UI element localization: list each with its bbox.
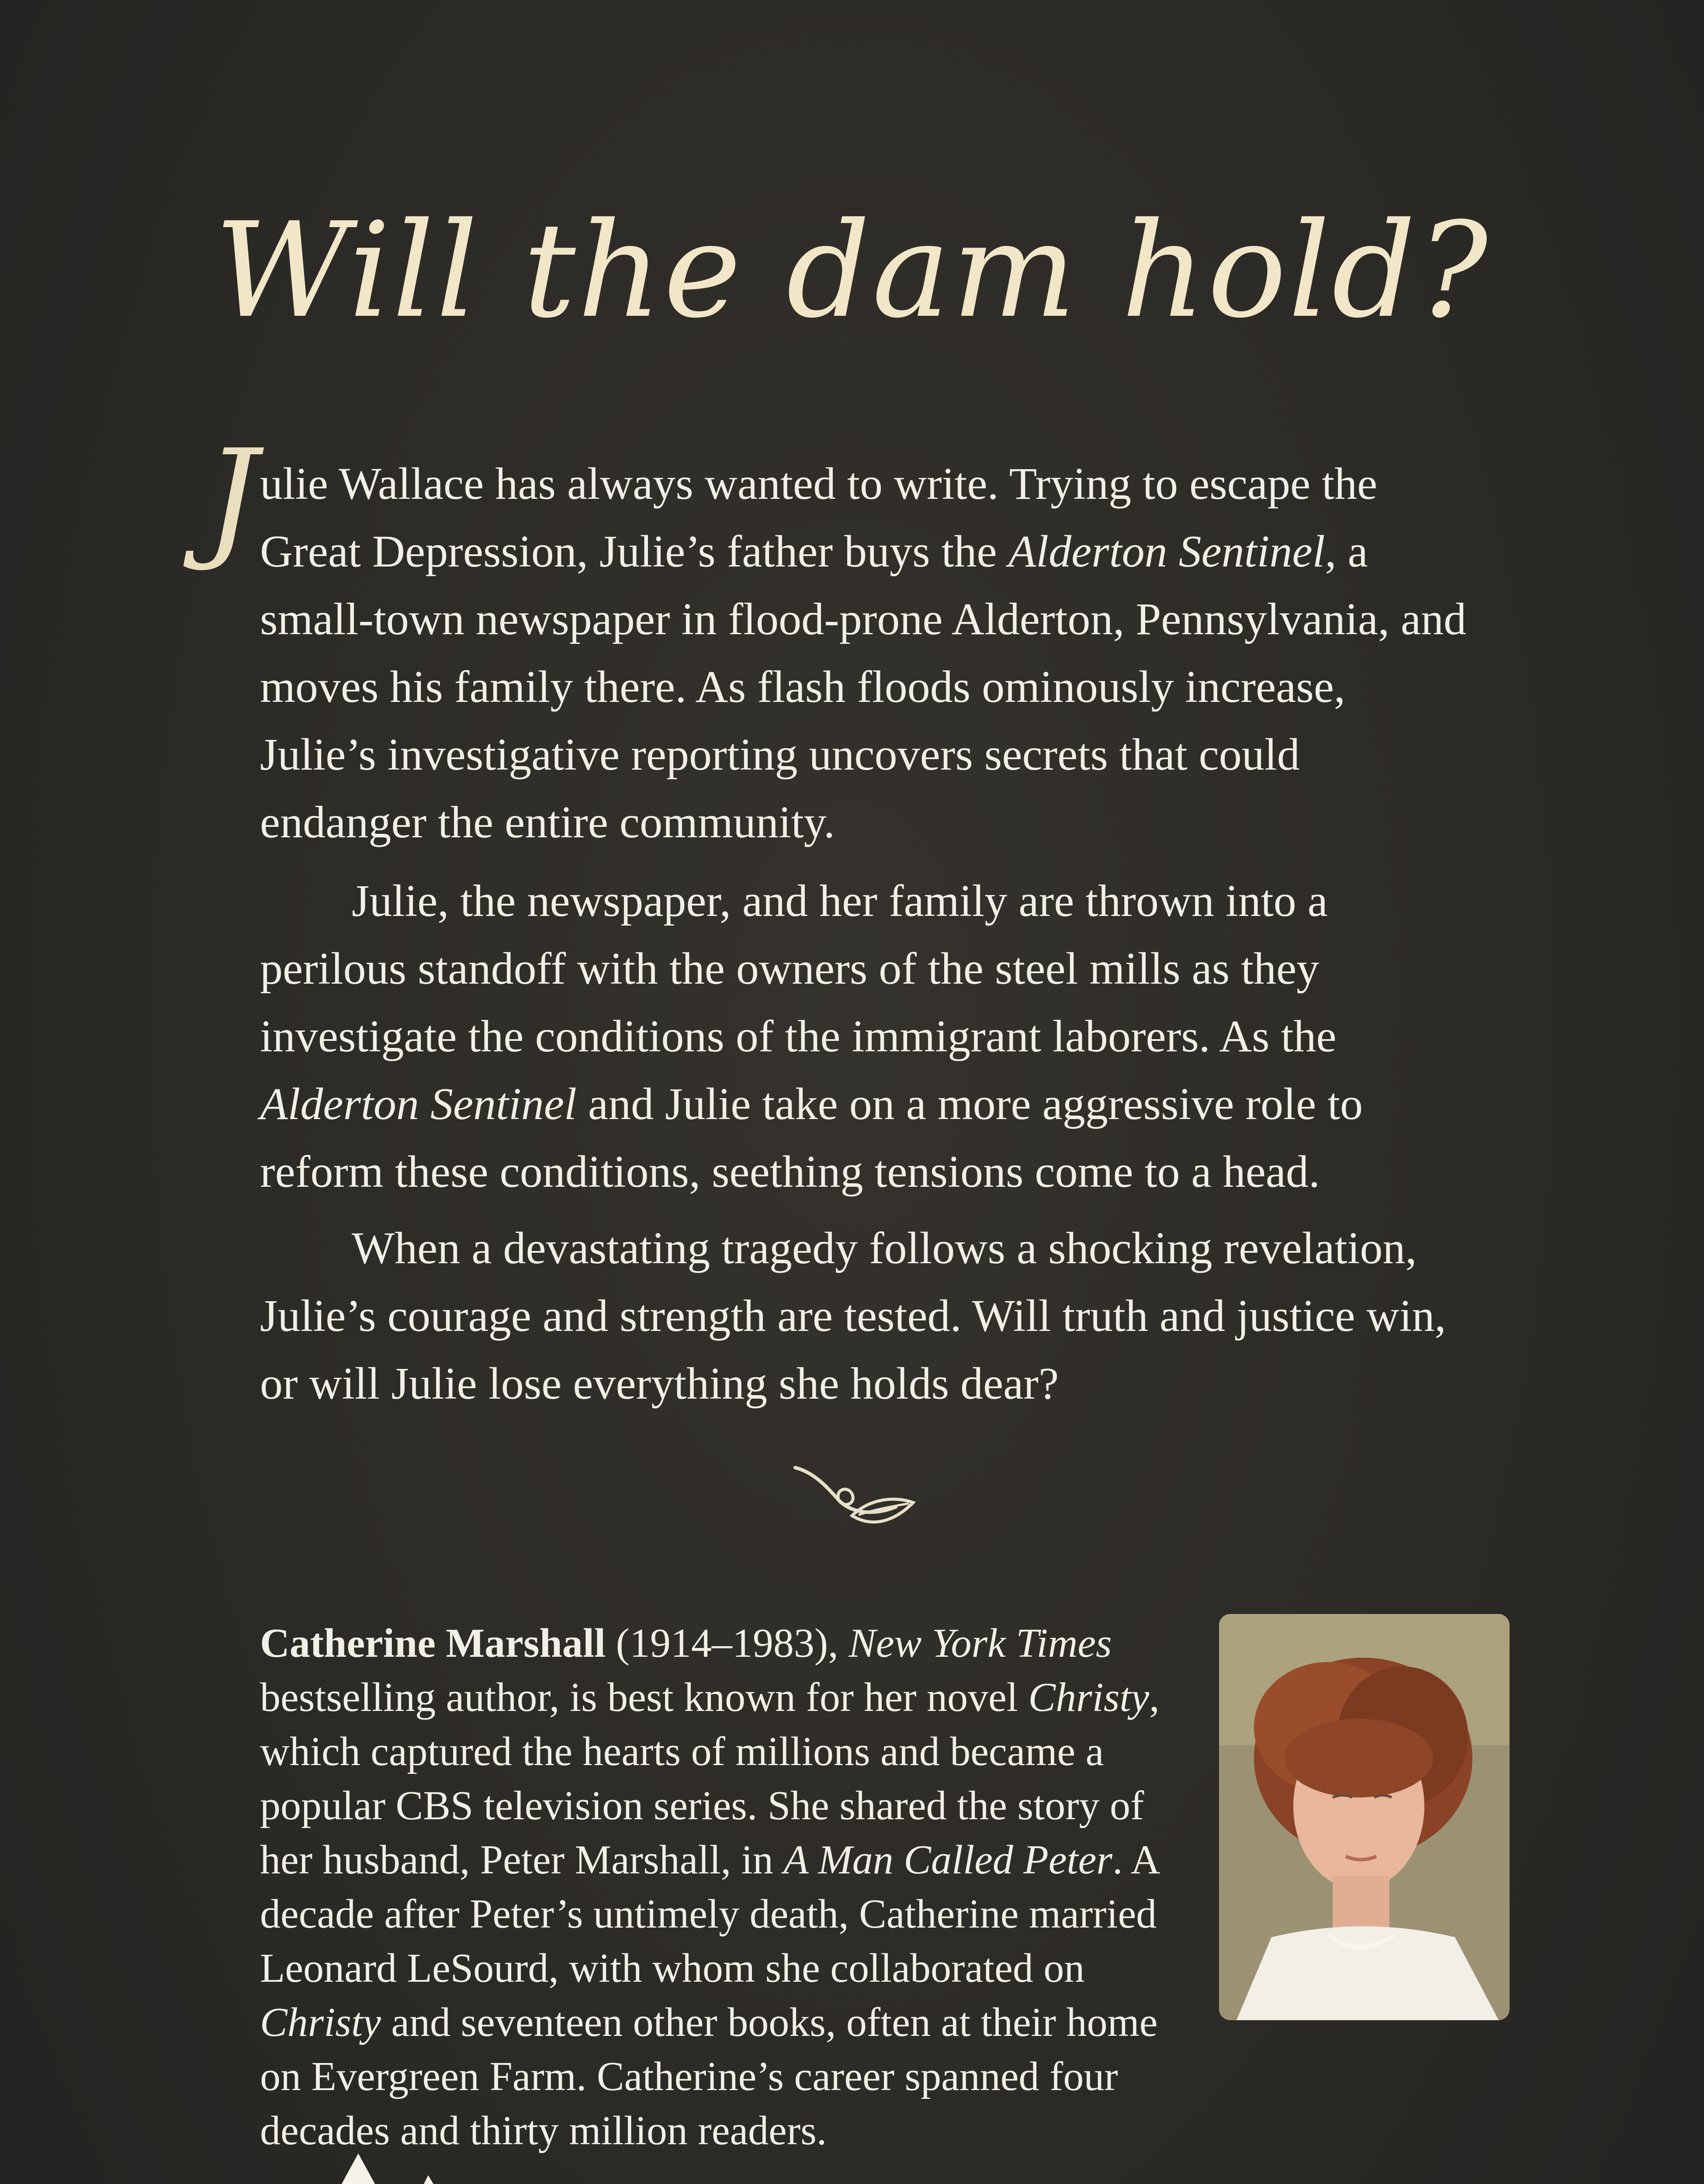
bio-italic-1: New York Times (849, 1621, 1112, 1666)
author-name: Catherine Marshall (260, 1621, 606, 1666)
blurb-p1-text-a: ulie Wallace has always wanted to write. Trying to escape the Great Depression, Julie’s father buys the (260, 459, 1378, 577)
blurb-p1-text-b: , a small-town newspaper in flood-prone Alderton, Pennsylvania, and moves his family there. As flash floods ominously increase, Julie’s investigative reporting uncovers secrets that could endanger the entire community. (260, 526, 1467, 847)
drop-cap: J (205, 422, 258, 574)
blurb-paragraph-3 (260, 1214, 1470, 1417)
bio-text-4: . A decade after Peter’s untimely death, Catherine married Leonard LeSourd, with whom she collaborated on (260, 1837, 1158, 1991)
bio-text-1: (1914–1983), (606, 1621, 849, 1666)
headline: Will the dam hold? (214, 194, 1490, 347)
bio-italic-3: A Man Called Peter (783, 1837, 1112, 1883)
bio-italic-2: Christy (1028, 1675, 1150, 1720)
blurb-paragraph-1 (260, 450, 1470, 856)
blurb-p2-text-a: Julie, the newspaper, and her family are thrown into a perilous standoff with the owners of the steel mills as they investigate the conditions of the immigrant laborers. As the (260, 876, 1337, 1061)
bio-text-3: , which captured the hearts of millions and became a popular CBS television series. She shared the story of her husband, Peter Marshall, in (260, 1675, 1160, 1883)
blurb-p1-title: Alderton Sentinel (1008, 526, 1325, 577)
blurb-paragraph-2 (260, 867, 1470, 1206)
blurb-p2-text-b: and Julie take on a more aggressive role to reform these conditions, seething tensions come to a head. (260, 1079, 1363, 1197)
author-bio (260, 1616, 1178, 2158)
blurb-p3-text: When a devastating tragedy follows a shocking revelation, Julie’s courage and strength are tested. Will truth and justice win, or will Julie lose everything she holds dear? (260, 1223, 1446, 1409)
blurb-p2-title: Alderton Sentinel (260, 1079, 577, 1129)
bio-text-5: and seventeen other books, often at their home on Evergreen Farm. Catherine’s career spanned four decades and thirty million readers. (260, 2000, 1158, 2153)
bio-text-2: bestselling author, is best known for her novel (260, 1675, 1029, 1720)
author-portrait-photo (1219, 1614, 1510, 2020)
pine-trees-fence-icon (227, 2149, 620, 2184)
quill-flourish-icon (786, 1459, 918, 1542)
bio-italic-4: Christy (260, 2000, 381, 2045)
